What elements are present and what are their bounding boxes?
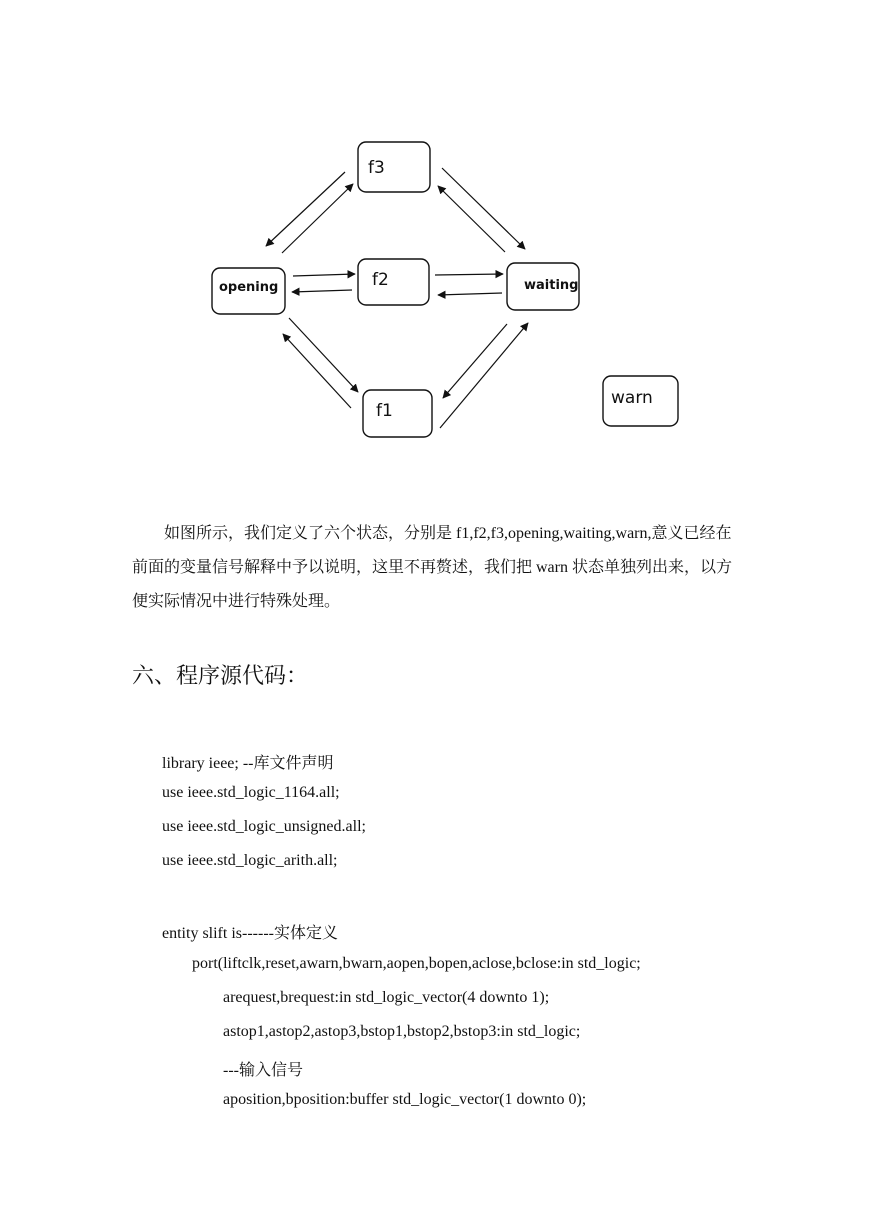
state-f3 (358, 142, 430, 192)
arrow-f3-to-waiting (442, 168, 525, 249)
arrow-f1-to-waiting (440, 323, 528, 428)
code-line: port(liftclk,reset,awarn,bwarn,aopen,bopen,aclose,bclose:in std_logic; (192, 955, 641, 972)
state-f2 (358, 259, 429, 305)
code-line: use ieee.std_logic_unsigned.all; (162, 818, 366, 835)
code-line: use ieee.std_logic_1164.all; (162, 784, 340, 801)
arrow-opening-to-f1 (289, 318, 358, 392)
code-line: use ieee.std_logic_arith.all; (162, 852, 338, 869)
code-line: ---输入信号 (223, 1062, 303, 1079)
state-waiting (507, 263, 579, 310)
code-line: aposition,bposition:buffer std_logic_vector(1 downto 0); (223, 1091, 587, 1108)
arrow-waiting-to-f2 (438, 293, 502, 295)
arrow-f3-to-opening (266, 172, 345, 246)
state-f1-label: f1 (376, 401, 393, 421)
arrow-f2-to-waiting (435, 274, 503, 275)
state-waiting-label: waiting (524, 278, 579, 293)
code-line: library ieee; --库文件声明 (162, 755, 334, 772)
state-warn (603, 376, 678, 426)
arrow-f1-to-opening (283, 334, 351, 408)
section-heading: 六、程序源代码： (132, 663, 309, 688)
code-line: arequest,brequest:in std_logic_vector(4 downto 1); (223, 989, 550, 1006)
state-opening-label: opening (219, 280, 279, 295)
description-paragraph: 如图所示，我们定义了六个状态，分别是 f1,f2,f3,opening,waiting,warn,意义已经在前面的变量信号解释中予以说明，这里不再赘述，我们把 warn 状态单独列出来，以方便实际情况中进行特殊处理。 (132, 525, 732, 610)
code-line: astop1,astop2,astop3,bstop1,bstop2,bstop3:in std_logic; (223, 1023, 581, 1040)
state-f2-label: f2 (372, 270, 389, 290)
state-diagram (0, 0, 869, 470)
code-line: entity slift is------实体定义 (162, 925, 338, 942)
state-warn-label: warn (611, 388, 653, 408)
state-opening (212, 268, 285, 314)
state-f1 (363, 390, 432, 437)
arrow-f2-to-opening (292, 290, 352, 292)
arrow-opening-to-f2 (293, 274, 355, 276)
arrow-opening-to-f3 (282, 184, 353, 253)
state-f3-label: f3 (368, 158, 385, 178)
